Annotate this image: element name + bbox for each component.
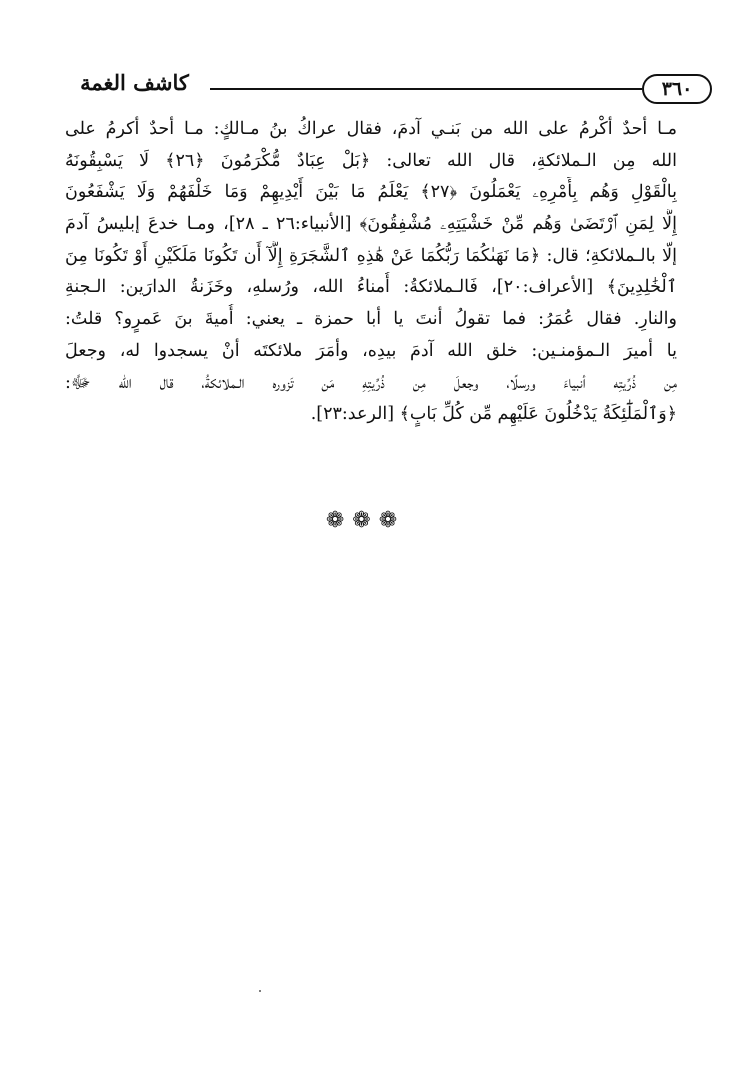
text-line: والنارِ. فقال عُمَرُ: فما تقولُ أنتَ يا أبا حمزة ـ يعني: أُميةَ بنَ عَمرٍو؟ قلتُ: — [65, 309, 677, 330]
scan-speck — [259, 990, 261, 992]
running-title: كاشف الغمة — [80, 70, 189, 95]
text-line: إلّا بالـملائكةِ؛ قال: ﴿مَا نَهَىٰكُمَا رَبُّكُمَا عَنْ هَٰذِهِ ٱلشَّجَرَةِ إِلَّآ أَن تَكُونَا مَلَكَيْنِ أَوْ تَكُونَا مِنَ — [65, 245, 677, 266]
text-line: ٱلْخَٰلِدِينَ﴾ [الأعراف:٢٠]، فَالـملائكةُ: أُمناءُ الله، ورُسلهِ، وخَزَنةُ الدارَين: الـجنةِ — [65, 277, 677, 298]
body-text — [65, 114, 677, 431]
page-number: ٣٦٠ — [642, 74, 712, 104]
text-line: الله مِن الـملائكةِ، قال الله تعالى: ﴿بَلْ عِبَادٌ مُّكْرَمُونَ ﴿٢٦﴾ لَا يَسْبِقُونَهُ — [65, 150, 677, 171]
header-rule — [210, 88, 642, 90]
page-header — [62, 62, 712, 112]
text-line: يا أميرَ الـمؤمنـين: خلق الله آدمَ بيدِه، وأمَرَ ملائكتَه أنْ يسجدوا له، وجعلَ — [65, 340, 677, 361]
section-end-ornament: ❁❁❁ — [325, 508, 406, 533]
text-line: ﴿وَٱلْمَلَٰٓئِكَةُ يَدْخُلُونَ عَلَيْهِم مِّن كُلِّ بَابٍ﴾ [الرعد:٢٣]. — [310, 404, 677, 425]
text-line: إِلَّا لِمَنِ ٱرْتَضَىٰ وَهُم مِّنْ خَشْيَتِهِۦ مُشْفِقُونَ﴾ [الأنبياء:٢٦ ـ ٢٨]، ومـا خدعَ إبليسُ آدمَ — [65, 214, 677, 235]
text-line: مـا أحدٌ أكْرمُ على الله من بَنـي آدمَ، فقال عراكُ بنُ مـالكٍ: مـا أحدٌ أكرمُ على — [65, 119, 677, 139]
text-line: بِالْقَوْلِ وَهُم بِأَمْرِهِۦ يَعْمَلُونَ ﴿٢٧﴾ يَعْلَمُ مَا بَيْنَ أَيْدِيهِمْ وَمَا خَلْفَهُمْ وَلَا يَشْفَعُونَ — [65, 182, 677, 203]
text-line: مِن ذُرِّيتِه أنبياءَ ورسلًا، وجعلَ مِن ذُرِّيتِهِ مَن تَزوره الـملائكةُ، قال الله ﷻ: — [65, 372, 677, 393]
